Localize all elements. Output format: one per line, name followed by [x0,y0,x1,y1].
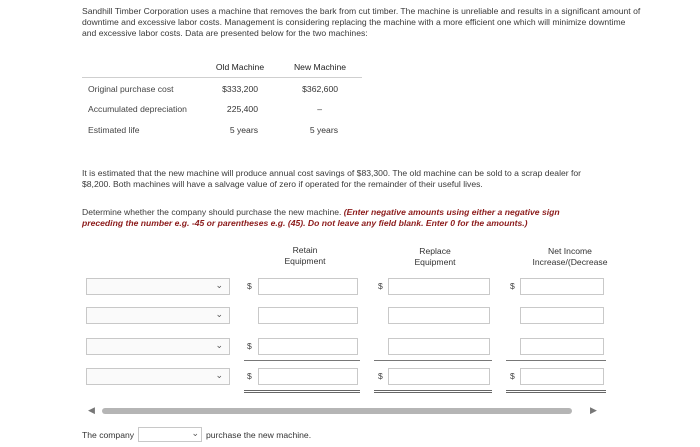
replace-input-1[interactable] [388,278,490,295]
subtotal-underline [506,360,606,361]
currency-sign: $ [247,281,252,291]
row-label-purchase-cost: Original purchase cost [88,84,174,94]
retain-input-2[interactable] [258,307,358,324]
scroll-left-icon[interactable]: ◀ [88,405,95,415]
total-double-underline [374,390,492,393]
row-label-accum-depreciation: Accumulated depreciation [88,104,187,114]
scrollbar-thumb[interactable] [102,408,572,414]
chevron-down-icon: ⌄ [215,280,223,290]
scroll-right-icon[interactable]: ▶ [590,405,597,415]
replace-input-2[interactable] [388,307,490,324]
table-divider [82,77,362,78]
retain-total-input[interactable] [258,368,358,385]
replace-total-input[interactable] [388,368,490,385]
row-label-estimated-life: Estimated life [88,125,140,135]
item-select-1[interactable] [86,278,230,295]
new-purchase-cost: $362,600 [302,84,338,94]
retain-input-1[interactable] [258,278,358,295]
subtotal-underline [374,360,492,361]
currency-sign: $ [510,281,515,291]
header-new-machine: New Machine [293,62,347,72]
column-header-retain: Retain Equipment [284,245,326,266]
net-total-input[interactable] [520,368,604,385]
new-estimated-life: 5 years [309,125,338,135]
net-input-2[interactable] [520,307,604,324]
chevron-down-icon: ⌄ [191,428,199,438]
old-purchase-cost: $333,200 [222,84,258,94]
item-select-3[interactable] [86,338,230,355]
instruction-main: Determine whether the company should purchase the new machine. [82,207,344,217]
item-select-4[interactable] [86,368,230,385]
currency-sign: $ [247,341,252,351]
instruction-note: (Enter negative amounts using either a negative sign preceding the number e.g. -45 or parentheses e.g. (45). Do not leave any field blank. Enter 0 for the amounts.) [82,207,560,228]
currency-sign: $ [510,371,515,381]
chevron-down-icon: ⌄ [215,340,223,350]
decision-select[interactable] [138,427,202,442]
chevron-down-icon: ⌄ [215,309,223,319]
old-estimated-life: 5 years [229,125,258,135]
old-accum-depreciation: 225,400 [226,104,258,114]
column-header-net-income: Net Income Increase/(Decrease [532,246,608,267]
horizontal-scrollbar[interactable] [88,407,598,415]
replace-input-3[interactable] [388,338,490,355]
currency-sign: $ [247,371,252,381]
net-input-3[interactable] [520,338,604,355]
decision-prefix: The company [82,430,135,440]
currency-sign: $ [378,371,383,381]
problem-intro: Sandhill Timber Corporation uses a machine that removes the bark from cut timber. The machine is unreliable and results in a significant amount of downtime and excessive labor costs. Management is considering replacing the machine with a more efficient one which will minimize downtime and excessive labor costs. Data are presented below for the two machines: [82,6,641,38]
item-select-2[interactable] [86,307,230,324]
new-accum-depreciation: – [317,104,322,114]
subtotal-underline [244,360,360,361]
total-double-underline [506,390,606,393]
instructions [82,207,602,229]
net-input-1[interactable] [520,278,604,295]
header-old-machine: Old Machine [215,62,265,72]
retain-input-3[interactable] [258,338,358,355]
chevron-down-icon: ⌄ [215,370,223,380]
total-double-underline [244,390,360,393]
currency-sign: $ [378,281,383,291]
estimate-paragraph: It is estimated that the new machine will produce annual cost savings of $83,300. The old machine can be sold to a scrap dealer for $8,200. Both machines will have a salvage value of zero if operated for the remainder of their useful lives. [82,168,582,189]
decision-suffix: purchase the new machine. [206,430,312,440]
column-header-replace: Replace Equipment [414,246,456,267]
